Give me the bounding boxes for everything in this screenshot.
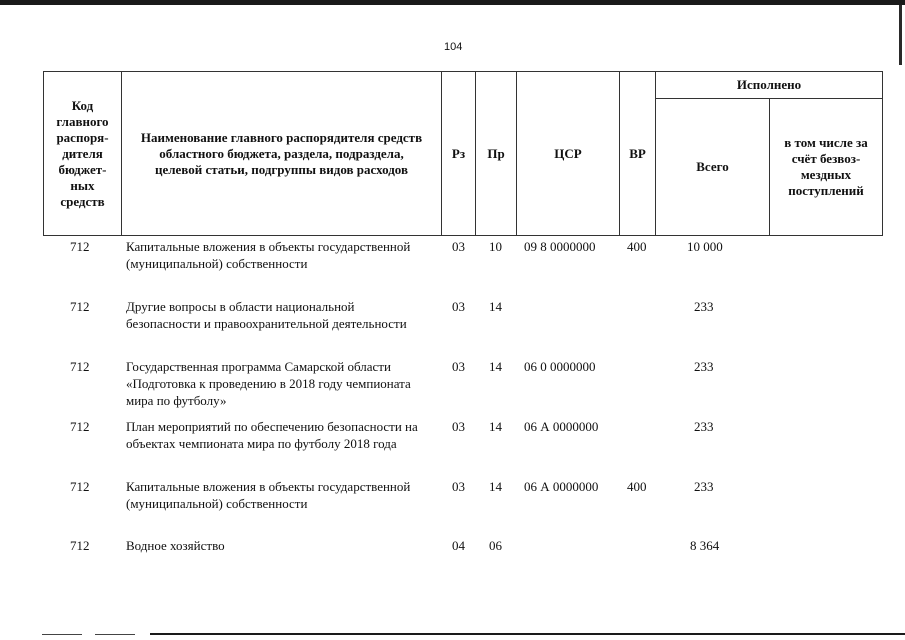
header-name: Наименование главного распорядителя средств областного бюджета, раздела, подраздела, целевой статьи, подгруппы видов расходов xyxy=(121,71,442,236)
cell-name: Капитальные вложения в объекты государственной (муниципальной) собственности xyxy=(126,479,411,511)
cell-total: 233 xyxy=(694,359,714,374)
cell-pr: 10 xyxy=(489,239,502,254)
cell-pr: 14 xyxy=(489,359,502,374)
header-vr: ВР xyxy=(619,71,656,236)
cell-total: 233 xyxy=(694,419,714,434)
cell-csr: 06 А 0000000 xyxy=(524,479,599,494)
cell-csr: 06 0 0000000 xyxy=(524,359,596,374)
cell-pr: 14 xyxy=(489,299,502,314)
cell-rz: 04 xyxy=(452,538,465,553)
cell-pr: 14 xyxy=(489,479,502,494)
page-number: 104 xyxy=(444,41,463,53)
scan-top-border xyxy=(0,0,905,5)
cell-name: Капитальные вложения в объекты государственной (муниципальной) собственности xyxy=(126,239,411,271)
cell-total: 10 000 xyxy=(687,239,723,254)
cell-code: 712 xyxy=(70,419,90,434)
cell-code: 712 xyxy=(70,479,90,494)
cell-pr: 06 xyxy=(489,538,502,553)
cell-vr: 400 xyxy=(627,479,647,494)
cell-rz: 03 xyxy=(452,359,465,374)
scan-artifact-line xyxy=(95,634,135,635)
cell-code: 712 xyxy=(70,239,90,254)
cell-pr: 14 xyxy=(489,419,502,434)
cell-csr: 09 8 0000000 xyxy=(524,239,596,254)
cell-total: 233 xyxy=(694,299,714,314)
scan-right-edge xyxy=(899,5,902,65)
cell-rz: 03 xyxy=(452,479,465,494)
cell-name: Другие вопросы в области национальной безопасности и правоохранительной деятельности xyxy=(126,299,407,331)
cell-rz: 03 xyxy=(452,239,465,254)
scan-bottom-border xyxy=(150,633,905,635)
cell-rz: 03 xyxy=(452,299,465,314)
header-executed: Исполнено xyxy=(655,71,883,99)
cell-code: 712 xyxy=(70,359,90,374)
cell-name: Государственная программа Самарской области «Подготовка к проведению в 2018 году чемпионата мира по футболу» xyxy=(126,359,411,408)
header-rz: Рз xyxy=(441,71,476,236)
header-code: Код главного распоря-дителя бюджет-ных средств xyxy=(43,71,122,236)
header-gratuitous: в том числе за счёт безвоз-мездных поступлений xyxy=(769,98,883,236)
cell-name: План мероприятий по обеспечению безопасности на объектах чемпионата мира по футболу 2018 года xyxy=(126,419,418,451)
cell-vr: 400 xyxy=(627,239,647,254)
header-pr: Пр xyxy=(475,71,517,236)
header-total: Всего xyxy=(655,98,770,236)
cell-total: 233 xyxy=(694,479,714,494)
cell-code: 712 xyxy=(70,299,90,314)
header-csr: ЦСР xyxy=(516,71,620,236)
scan-artifact-line xyxy=(42,634,82,635)
cell-total: 8 364 xyxy=(690,538,720,553)
cell-csr: 06 А 0000000 xyxy=(524,419,599,434)
cell-code: 712 xyxy=(70,538,90,553)
cell-rz: 03 xyxy=(452,419,465,434)
cell-name: Водное хозяйство xyxy=(126,538,225,553)
